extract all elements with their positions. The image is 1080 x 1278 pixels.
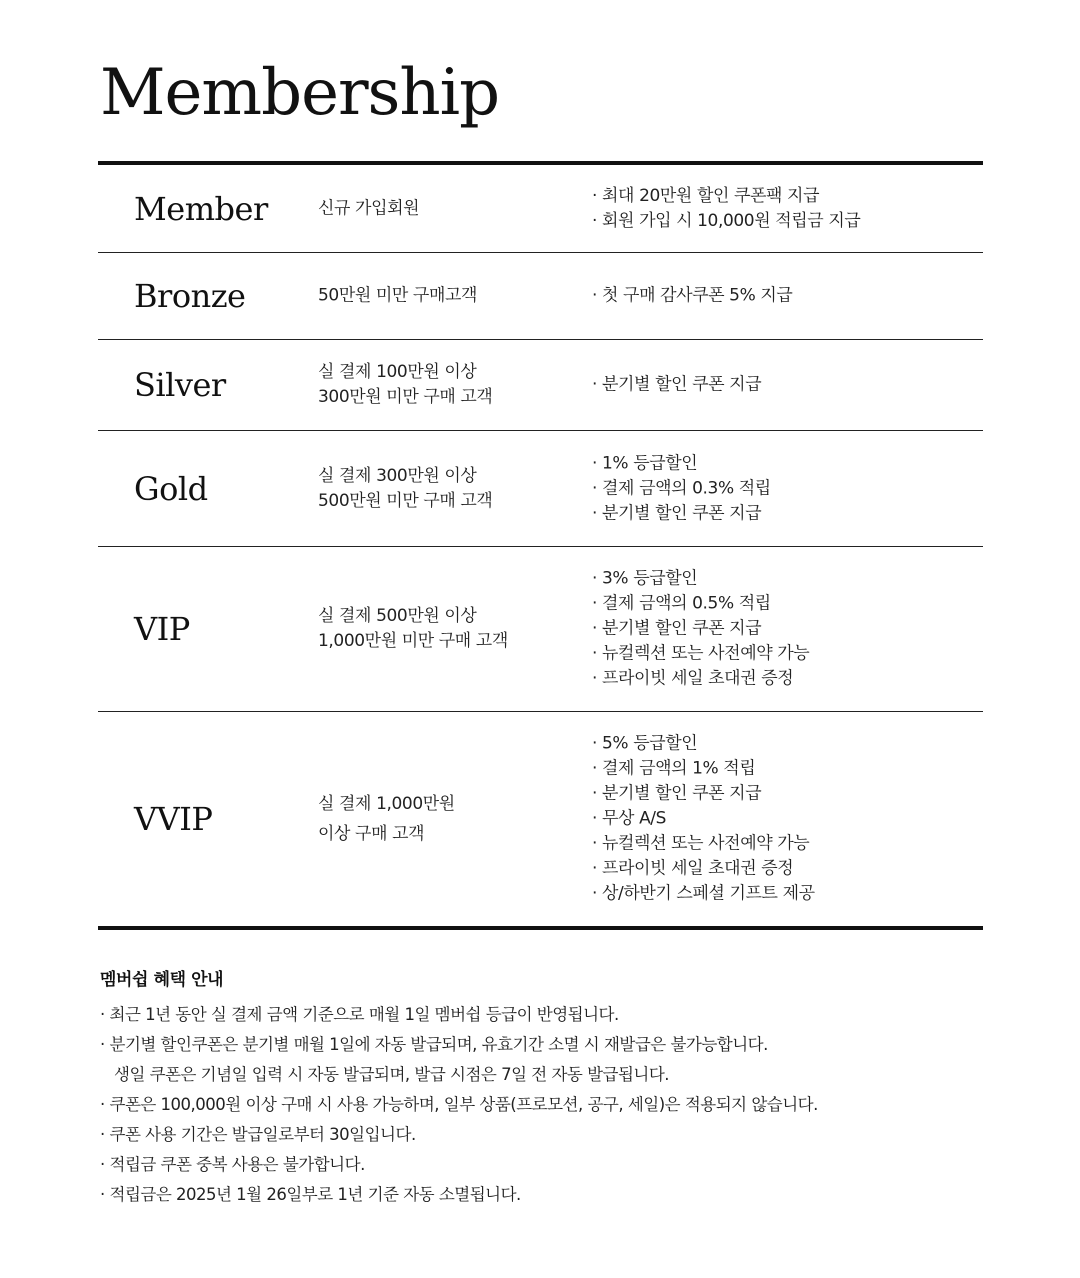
tier-benefit: · 결제 금액의 0.5% 적립 [592,592,809,617]
tier-name: Silver [134,366,226,404]
tier-condition [318,284,477,309]
tier-benefit-list [592,567,809,692]
membership-tier-table [98,161,983,930]
tier-name: Member [134,189,268,228]
tier-condition-line: 실 결제 500만원 이상 [318,606,477,626]
tier-benefit-list [592,732,815,907]
tier-condition [318,196,419,221]
tier-benefit: · 첫 구매 감사쿠폰 5% 지급 [592,284,792,309]
tier-name: VIP [134,610,190,648]
tier-benefit-list [592,284,792,309]
tier-name: VVIP [134,800,213,838]
note-item: · 분기별 할인쿠폰은 분기별 매월 1일에 자동 발급되며, 유효기간 소멸 시 재발급은 불가능합니다. [100,1030,1000,1060]
tier-benefit: · 분기별 할인 쿠폰 지급 [592,617,809,642]
tier-benefit: · 무상 A/S [592,807,815,832]
tier-benefit: · 분기별 할인 쿠폰 지급 [592,373,761,398]
tier-benefit: · 분기별 할인 쿠폰 지급 [592,782,815,807]
tier-condition-line: 500만원 미만 구매 고객 [318,490,493,511]
tier-benefit-list [592,373,761,398]
tier-condition [318,464,492,514]
tier-benefit: · 뉴컬렉션 또는 사전예약 가능 [592,832,815,857]
note-item: · 최근 1년 동안 실 결제 금액 기준으로 매월 1일 멤버쉽 등급이 반영됩니다. [100,1000,1000,1030]
tier-row-vvip [98,712,983,926]
note-item: · 쿠폰 사용 기간은 발급일로부터 30일입니다. [100,1120,1000,1150]
tier-row-silver [98,340,983,431]
tier-benefit: · 프라이빗 세일 초대권 증정 [592,857,815,882]
note-item: · 쿠폰은 100,000원 이상 구매 시 사용 가능하며, 일부 상품(프로모션, 공구, 세일)은 적용되지 않습니다. [100,1090,1000,1120]
tier-row-vip [98,547,983,712]
tier-row-member [98,165,983,253]
tier-benefit: · 회원 가입 시 10,000원 적립금 지급 [592,209,860,234]
tier-row-bronze [98,253,983,340]
tier-condition-line: 실 결제 300만원 이상 [318,465,477,486]
tier-condition-line: 신규 가입회원 [318,198,420,218]
tier-condition-line: 1,000만원 미만 구매 고객 [318,631,508,651]
tier-name: Gold [134,469,208,508]
tier-benefit: · 최대 20만원 할인 쿠폰팩 지급 [592,184,860,209]
note-item-continuation: 생일 쿠폰은 기념일 입력 시 자동 발급되며, 발급 시점은 7일 전 자동 발급됩니다. [114,1065,670,1084]
tier-benefit-list [592,451,771,526]
tier-benefit: · 1% 등급할인 [592,451,771,476]
tier-name: Bronze [134,277,246,315]
tier-benefit: · 3% 등급할인 [592,567,809,592]
tier-benefit: · 뉴컬렉션 또는 사전예약 가능 [592,642,809,667]
tier-condition-line: 이상 구매 고객 [318,824,425,844]
membership-notes [100,966,1000,1210]
notes-title: 멤버쉽 혜택 안내 [100,970,224,990]
tier-benefit: · 프라이빗 세일 초대권 증정 [592,667,809,692]
tier-benefit: · 5% 등급할인 [592,732,815,757]
tier-benefit: · 결제 금액의 0.3% 적립 [592,476,771,501]
tier-condition-line: 실 결제 100만원 이상 [318,362,477,382]
tier-condition [318,360,492,410]
note-item: · 적립금 쿠폰 중복 사용은 불가합니다. [100,1150,1000,1180]
tier-benefit: · 상/하반기 스페셜 기프트 제공 [592,882,815,907]
tier-condition [318,604,508,654]
tier-benefit: · 결제 금액의 1% 적립 [592,757,815,782]
tier-benefit: · 분기별 할인 쿠폰 지급 [592,501,771,526]
tier-condition [318,789,455,849]
notes-list [100,1000,1000,1210]
tier-condition-line: 실 결제 1,000만원 [318,794,455,814]
tier-benefit-list [592,184,860,234]
tier-row-gold [98,431,983,547]
note-item: · 적립금은 2025년 1월 26일부로 1년 기준 자동 소멸됩니다. [100,1180,1000,1210]
tier-condition-line: 50만원 미만 구매고객 [318,285,478,306]
tier-condition-line: 300만원 미만 구매 고객 [318,387,493,407]
page-title: Membership [100,56,500,130]
